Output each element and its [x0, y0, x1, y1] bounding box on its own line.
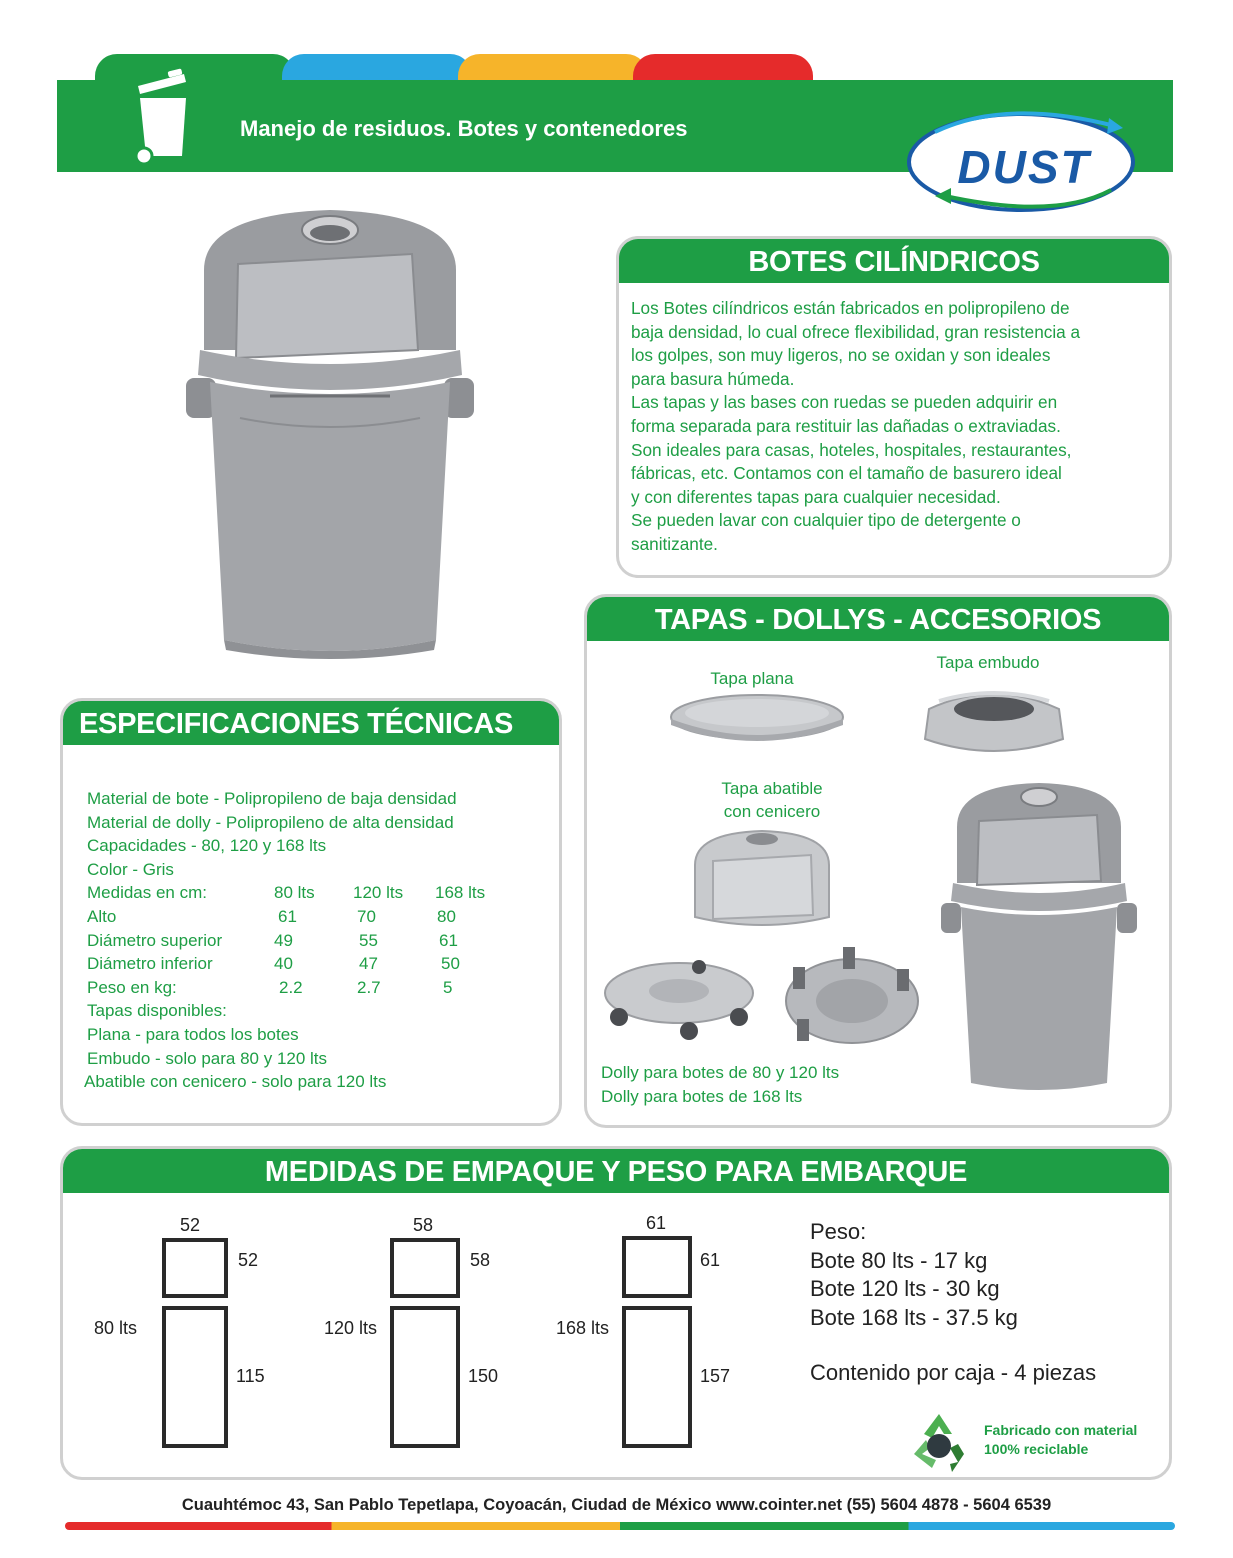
reciclable-text-1: Fabricado con material: [984, 1422, 1138, 1438]
box-120-top-width: 58: [413, 1215, 434, 1235]
reciclable-text-2: 100% reciclable: [984, 1441, 1089, 1457]
spec-value: 70: [357, 906, 376, 926]
box-168-top-height: 61: [700, 1250, 721, 1270]
tapa-abatible-label-2: con cenicero: [723, 802, 821, 821]
spec-label: Diámetro inferior: [87, 954, 213, 974]
spec-text: Tapas disponibles:: [87, 1001, 227, 1021]
box-120-top: [390, 1238, 460, 1298]
botes-panel-title: BOTES CILÍNDRICOS: [619, 239, 1169, 283]
box-80-name: 80 lts: [94, 1318, 138, 1338]
box-80-top-width: 52: [180, 1215, 201, 1235]
box-168-top-width: 61: [646, 1213, 667, 1233]
botes-description: [631, 297, 1159, 557]
botes-line: y con diferentes tapas para cualquier necesidad.: [631, 486, 1001, 507]
peso-item: Bote 80 lts - 17 kg: [810, 1247, 988, 1273]
botes-line: para basura húmeda.: [631, 368, 795, 389]
spec-label: Diámetro superior: [87, 930, 223, 950]
box-120-bottom: [390, 1306, 460, 1448]
bin-image-small: [939, 777, 1139, 1097]
box-168-bottom-height: 157: [700, 1366, 731, 1386]
spec-value: 50: [441, 954, 460, 974]
spec-label: Medidas en cm:: [87, 883, 207, 903]
box-80-top: [162, 1238, 228, 1298]
spec-value: 40: [274, 954, 293, 974]
dust-logo: [905, 104, 1145, 216]
box-80-bottom-height: 115: [236, 1366, 265, 1386]
dolly-80-120-label: Dolly para botes de 80 y 120 lts: [601, 1063, 840, 1082]
botes-line: sanitizante.: [631, 533, 718, 554]
tapa-abatible-label-1: Tapa abatible: [721, 779, 823, 798]
header-title: Manejo de residuos. Botes y contenedores: [240, 116, 688, 141]
spec-value: 49: [274, 930, 293, 950]
botes-line: fábricas, etc. Contamos con el tamaño de basurero ideal: [631, 463, 1062, 484]
peso-label: Peso:: [810, 1219, 867, 1244]
spec-col-header: 120 lts: [353, 883, 404, 903]
botes-line: Se pueden lavar con cualquier tipo de detergente o: [631, 510, 1021, 531]
botes-line: Los Botes cilíndricos están fabricados en polipropileno de: [631, 298, 1070, 318]
spec-value: 55: [359, 930, 378, 950]
peso-item: Bote 120 lts - 30 kg: [810, 1276, 1000, 1301]
footer-address: Cuauhtémoc 43, San Pablo Tepetlapa, Coyoacán, Ciudad de México www.cointer.net (55) 5604 4878 - 5604 6539: [181, 1496, 1052, 1514]
spec-value: 47: [359, 954, 378, 974]
box-120-bottom-height: 150: [468, 1366, 499, 1386]
specs-panel: [60, 698, 562, 1126]
dust-logo-text: DUST: [957, 141, 1091, 193]
spec-value: 61: [278, 906, 297, 926]
accesorios-panel-title: TAPAS - DOLLYS - ACCESORIOS: [587, 597, 1169, 641]
spec-text: Capacidades - 80, 120 y 168 lts: [87, 836, 327, 856]
botes-line: Son ideales para casas, hoteles, hospitales, restaurantes,: [631, 439, 1072, 460]
tapa-plana-label: Tapa plana: [710, 669, 794, 688]
botes-line: Las tapas y las bases con ruedas se pueden adquirir en: [631, 392, 1058, 413]
dolly-168-image: [777, 943, 927, 1053]
spec-text: Abatible con cenicero - solo para 120 lts: [84, 1072, 387, 1092]
spec-text: Plana - para todos los botes: [87, 1024, 299, 1044]
tapa-plana-image: [667, 691, 847, 747]
spec-text: Embudo - solo para 80 y 120 lts: [87, 1048, 328, 1068]
botes-panel: [616, 236, 1172, 578]
box-168-bottom: [622, 1306, 692, 1448]
botes-line: los golpes, son muy ligeros, no se oxidan y son ideales: [631, 345, 1051, 366]
trash-bin-icon: [128, 68, 198, 166]
spec-label: Peso en kg:: [87, 977, 177, 997]
spec-text: Material de dolly - Polipropileno de alta densidad: [87, 812, 454, 832]
bin-with-ashtray-lid-image: [180, 200, 480, 660]
box-80-bottom: [162, 1306, 228, 1448]
tapa-embudo-image: [919, 679, 1069, 759]
box-120-name: 120 lts: [324, 1318, 378, 1338]
tapa-embudo-label: Tapa embudo: [936, 653, 1040, 672]
specs-panel-title: ESPECIFICACIONES TÉCNICAS: [63, 701, 559, 745]
dolly-80-120-image: [599, 953, 759, 1043]
tapa-abatible-image: [687, 825, 837, 935]
spec-value: 61: [439, 930, 458, 950]
spec-value: 5: [443, 977, 453, 997]
accesorios-panel: [584, 594, 1172, 1128]
botes-line: baja densidad, lo cual ofrece flexibilidad, gran resistencia a: [631, 321, 1081, 342]
spec-label: Alto: [87, 906, 117, 926]
spec-value: 2.2: [279, 977, 303, 997]
box-120-top-height: 58: [470, 1250, 491, 1270]
empaque-panel-title: MEDIDAS DE EMPAQUE Y PESO PARA EMBARQUE: [63, 1149, 1169, 1193]
box-168-top: [622, 1236, 692, 1298]
dolly-168-label: Dolly para botes de 168 lts: [601, 1087, 803, 1106]
spec-text: Material de bote - Polipropileno de baja densidad: [87, 789, 457, 808]
spec-value: 80: [437, 906, 456, 926]
recycle-icon: [906, 1410, 972, 1472]
botes-line: forma separada para restituir las dañadas o extraviadas.: [631, 415, 1061, 436]
box-168-name: 168 lts: [556, 1318, 610, 1338]
footer-color-bar: [65, 1522, 1175, 1530]
weights-list: [810, 1218, 1018, 1332]
spec-value: 2.7: [357, 977, 381, 997]
peso-item: Bote 168 lts - 37.5 kg: [810, 1304, 1018, 1330]
spec-text: Color - Gris: [87, 859, 174, 879]
spec-col-header: 80 lts: [274, 883, 315, 903]
box-80-top-height: 52: [238, 1250, 259, 1270]
contenido-por-caja: Contenido por caja - 4 piezas: [810, 1360, 1097, 1385]
spec-col-header: 168 lts: [435, 883, 486, 903]
